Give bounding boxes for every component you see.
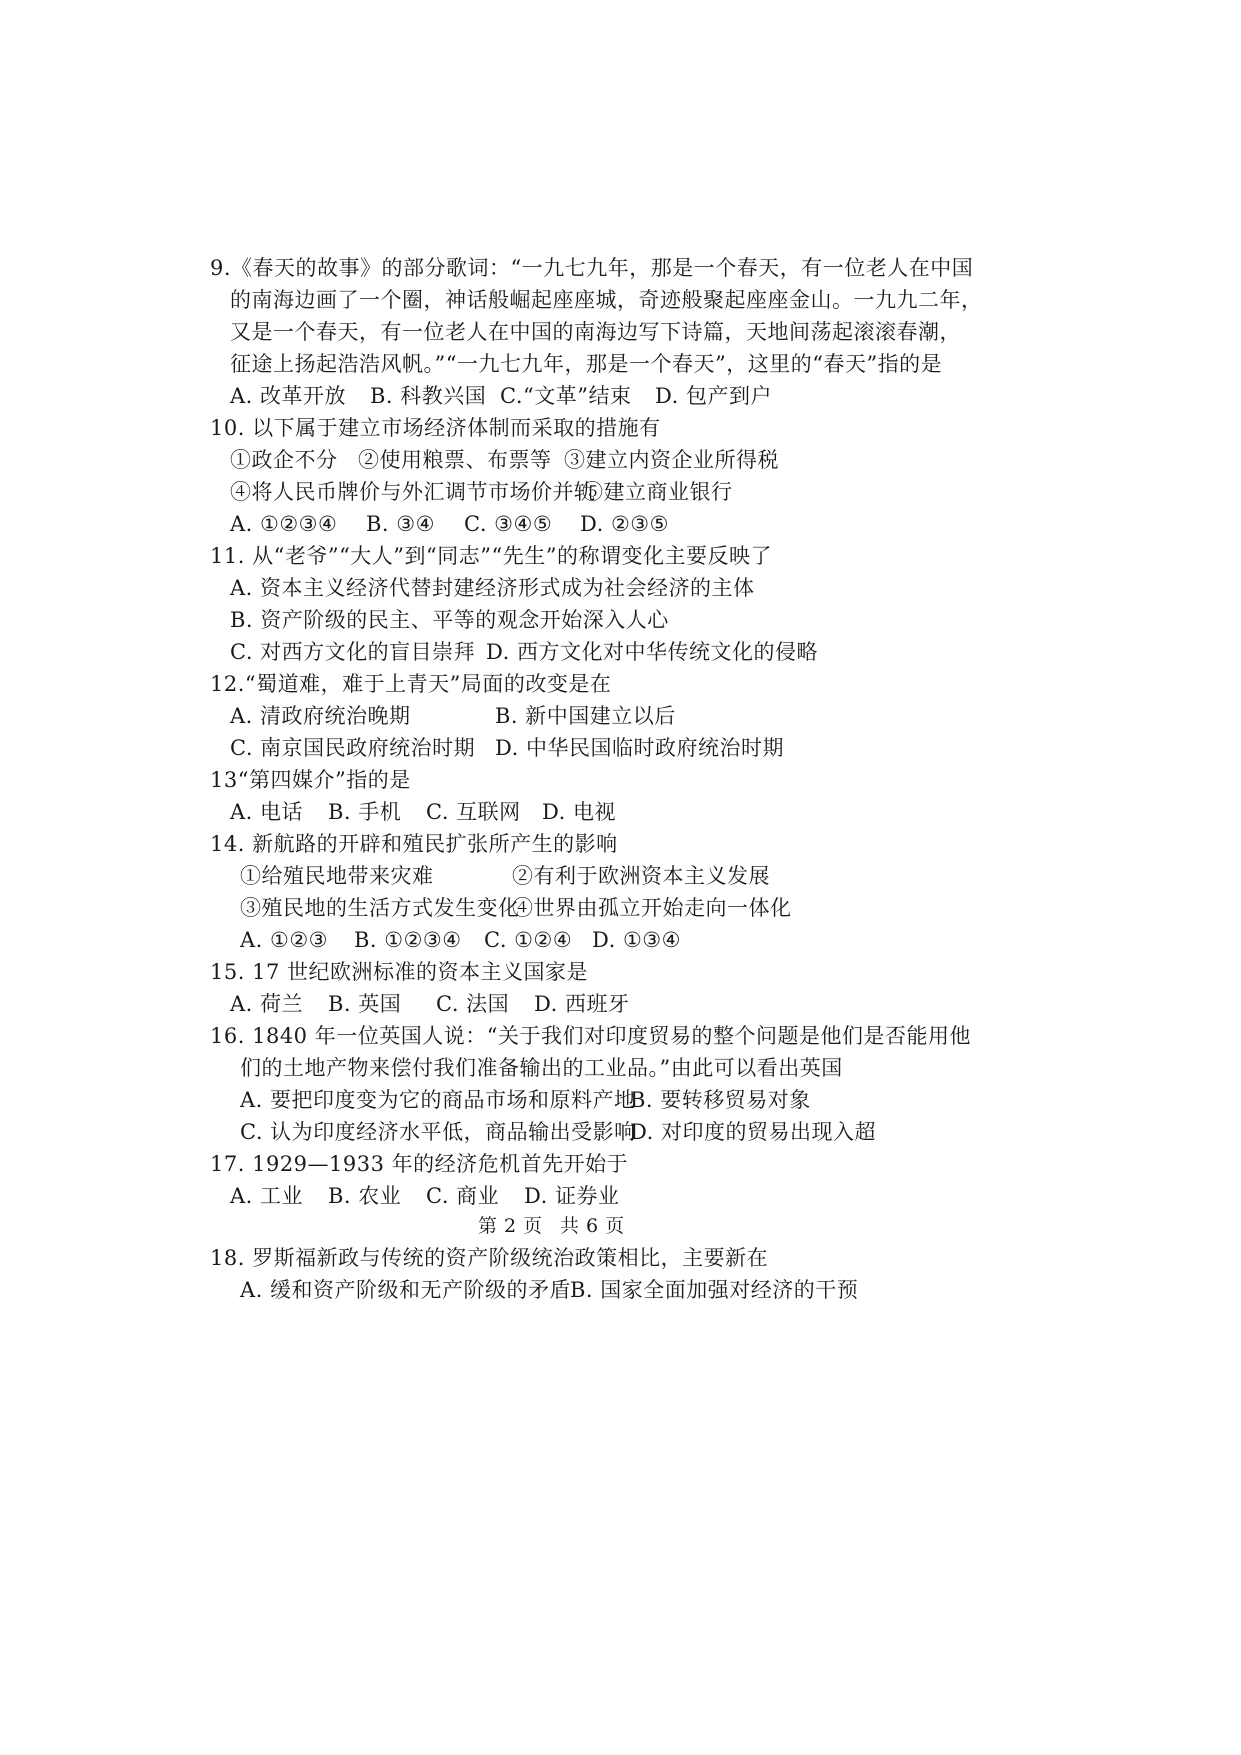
q9-option-c[interactable]: C.“文革”结束 — [500, 384, 632, 408]
q11-option-c[interactable]: C. 对西方文化的盲目崇拜 — [230, 640, 476, 664]
q14-stem — [210, 829, 618, 859]
q13-option-c[interactable]: C. 互联网 — [426, 800, 521, 824]
q15-option-b[interactable]: B. 英国 — [328, 992, 402, 1016]
q14-item-4: ④世界由孤立开始走向一体化 — [512, 896, 792, 920]
q13-number: 13 — [210, 768, 238, 792]
q9-stem-line-4: 征途上扬起浩浩风帆。”“一九七九年，那是一个春天”，这里的“春天”指的是 — [230, 352, 943, 376]
q9-stem-line-2: 的南海边画了一个圈，神话般崛起座座城，奇迹般聚起座座金山。一九九二年， — [230, 288, 983, 312]
q10-stem — [210, 413, 661, 443]
q12-option-a[interactable]: A. 清政府统治晚期 — [230, 704, 411, 728]
page-total-label: 共 6 页 — [560, 1215, 625, 1237]
q11-options-cd — [230, 637, 818, 667]
q11-option-b[interactable]: B. 资产阶级的民主、平等的观念开始深入人心 — [230, 608, 669, 632]
q16-option-d[interactable]: D. 对印度的贸易出现入超 — [630, 1120, 876, 1144]
q10-items-row-2 — [230, 477, 733, 507]
q9-stem-line-1 — [210, 253, 973, 283]
q11-stem — [210, 541, 772, 571]
q9-option-a[interactable]: A. 改革开放 — [230, 384, 347, 408]
q14-text: 新航路的开辟和殖民扩张所产生的影响 — [252, 832, 618, 856]
q13-text: “第四媒介”指的是 — [237, 768, 411, 792]
page-footer — [478, 1211, 625, 1241]
q14-item-3: ③殖民地的生活方式发生变化 — [240, 896, 520, 920]
q12-option-b[interactable]: B. 新中国建立以后 — [495, 704, 676, 728]
q10-item-5: ⑤建立商业银行 — [582, 480, 733, 504]
q10-item-3: ③建立内资企业所得税 — [564, 448, 779, 472]
q12-text: “蜀道难，难于上青天”局面的改变是在 — [244, 672, 612, 696]
q17-option-b[interactable]: B. 农业 — [328, 1184, 402, 1208]
q16-option-b[interactable]: B. 要转移贸易对象 — [630, 1088, 811, 1112]
q9-number: 9. — [210, 256, 232, 280]
q18-number: 18. — [210, 1246, 245, 1270]
q10-option-c[interactable]: C. ③④⑤ — [464, 512, 553, 536]
q18-option-b[interactable]: B. 国家全面加强对经济的干预 — [570, 1278, 859, 1302]
q16-stem-line-2: 们的土地产物来偿付我们准备输出的工业品。”由此可以看出英国 — [240, 1056, 843, 1080]
q14-option-c[interactable]: C. ①②④ — [484, 928, 573, 952]
q12-option-c[interactable]: C. 南京国民政府统治时期 — [230, 736, 476, 760]
q15-stem — [210, 957, 588, 987]
q15-text: 17 世纪欧洲标准的资本主义国家是 — [252, 960, 588, 984]
q15-option-d[interactable]: D. 西班牙 — [534, 992, 630, 1016]
q13-option-a[interactable]: A. 电话 — [230, 800, 304, 824]
q9-options — [230, 381, 772, 411]
q15-options — [230, 989, 629, 1019]
q13-options — [230, 797, 616, 827]
q9-option-d[interactable]: D. 包产到户 — [655, 384, 772, 408]
q12-options-cd — [230, 733, 784, 763]
q9-text-1: 《春天的故事》的部分歌词：“一九七九年，那是一个春天，有一位老人在中国 — [231, 256, 974, 280]
q10-option-b[interactable]: B. ③④ — [366, 512, 435, 536]
q11-text: 从“老爷”“大人”到“同志”“先生”的称谓变化主要反映了 — [252, 544, 772, 568]
q17-number: 17. — [210, 1152, 245, 1176]
q14-option-a[interactable]: A. ①②③ — [240, 928, 328, 952]
q14-option-d[interactable]: D. ①③④ — [592, 928, 681, 952]
q18-options-ab — [240, 1275, 858, 1305]
page-number-label: 第 2 页 — [478, 1215, 543, 1237]
q17-option-d[interactable]: D. 证券业 — [524, 1184, 620, 1208]
q15-option-a[interactable]: A. 荷兰 — [230, 992, 304, 1016]
q10-options — [230, 509, 669, 539]
q16-stem-line-1 — [210, 1021, 971, 1051]
q10-item-4: ④将人民币牌价与外汇调节市场价并轨 — [230, 480, 596, 504]
q17-options — [230, 1181, 619, 1211]
q10-option-a[interactable]: A. ①②③④ — [230, 512, 338, 536]
q16-option-a[interactable]: A. 要把印度变为它的商品市场和原料产地 — [240, 1088, 636, 1112]
q13-option-d[interactable]: D. 电视 — [542, 800, 616, 824]
q14-items-row-2 — [240, 893, 792, 923]
q14-item-1: ①给殖民地带来灾难 — [240, 864, 434, 888]
q13-option-b[interactable]: B. 手机 — [328, 800, 402, 824]
q10-items-row-1 — [230, 445, 779, 475]
q9-stem-line-3: 又是一个春天，有一位老人在中国的南海边写下诗篇，天地间荡起滚滚春潮， — [230, 320, 961, 344]
q12-number: 12. — [210, 672, 245, 696]
q17-text: 1929—1933 年的经济危机首先开始于 — [252, 1152, 629, 1176]
q17-option-c[interactable]: C. 商业 — [426, 1184, 500, 1208]
q17-option-a[interactable]: A. 工业 — [230, 1184, 304, 1208]
q14-options — [240, 925, 681, 955]
q14-items-row-1 — [240, 861, 770, 891]
q10-item-2: ②使用粮票、布票等 — [358, 448, 552, 472]
q12-option-d[interactable]: D. 中华民国临时政府统治时期 — [495, 736, 784, 760]
q9-option-b[interactable]: B. 科教兴国 — [370, 384, 487, 408]
q16-options-cd — [240, 1117, 876, 1147]
q10-number: 10. — [210, 416, 245, 440]
q18-stem — [210, 1243, 768, 1273]
q14-item-2: ②有利于欧洲资本主义发展 — [512, 864, 770, 888]
q17-stem — [210, 1149, 628, 1179]
q16-option-c[interactable]: C. 认为印度经济水平低，商品输出受影响 — [240, 1120, 636, 1144]
q18-text: 罗斯福新政与传统的资产阶级统治政策相比，主要新在 — [252, 1246, 769, 1270]
q15-option-c[interactable]: C. 法国 — [436, 992, 510, 1016]
q10-item-1: ①政企不分 — [230, 448, 338, 472]
q14-option-b[interactable]: B. ①②③④ — [354, 928, 462, 952]
q15-number: 15. — [210, 960, 245, 984]
q11-option-d[interactable]: D. 西方文化对中华传统文化的侵略 — [486, 640, 818, 664]
q12-stem — [210, 669, 611, 699]
q13-stem — [210, 765, 411, 795]
q12-options-ab — [230, 701, 676, 731]
q11-option-a[interactable]: A. 资本主义经济代替封建经济形式成为社会经济的主体 — [230, 576, 755, 600]
q16-text-1: 1840 年一位英国人说：“关于我们对印度贸易的整个问题是他们是否能用他 — [252, 1024, 971, 1048]
q16-number: 16. — [210, 1024, 245, 1048]
q14-number: 14. — [210, 832, 245, 856]
q16-options-ab — [240, 1085, 811, 1115]
q11-number: 11. — [210, 544, 245, 568]
q18-option-a[interactable]: A. 缓和资产阶级和无产阶级的矛盾 — [240, 1278, 572, 1302]
q10-text: 以下属于建立市场经济体制而采取的措施有 — [252, 416, 661, 440]
q10-option-d[interactable]: D. ②③⑤ — [580, 512, 669, 536]
